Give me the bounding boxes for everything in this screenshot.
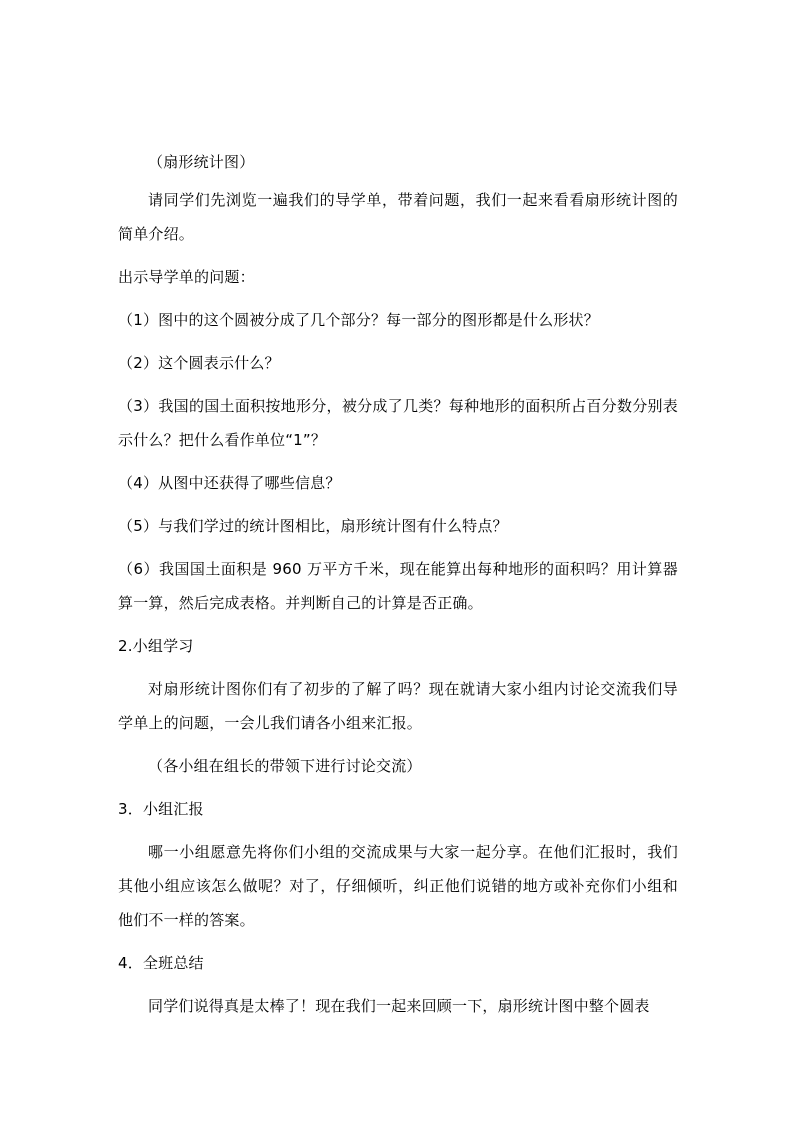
question-4: （4）从图中还获得了哪些信息？ [118,474,341,492]
paragraph-group-discussion-note: （各小组在组长的带领下进行讨论交流） [148,757,422,775]
paragraph-group-study: 对扇形统计图你们有了初步的了解了吗？现在就请大家小组内讨论交流我们导学单上的问题，一会儿我们请各小组来汇报。 [118,680,678,732]
heading-group-report: 3．小组汇报 [118,800,204,818]
paragraph-intro: 请同学们先浏览一遍我们的导学单，带着问题，我们一起来看看扇形统计图的简单介绍。 [118,191,678,243]
question-1: （1）图中的这个圆被分成了几个部分？每一部分的图形都是什么形状？ [118,311,599,329]
document-body [118,145,678,1023]
question-3: （3）我国的国土面积按地形分，被分成了几类？每种地形的面积所占百分数分别表示什么？把什么看作单位“1”？ [118,397,678,449]
paragraph-questions-heading: 出示导学单的问题： [118,268,255,286]
question-5: （5）与我们学过的统计图相比，扇形统计图有什么特点？ [118,517,508,535]
section-title-pie-chart: （扇形统计图） [148,153,255,171]
question-2: （2）这个圆表示什么？ [118,354,280,372]
heading-group-study: 2.小组学习 [118,637,194,655]
heading-class-summary: 4．全班总结 [118,954,204,972]
paragraph-class-summary: 同学们说得真是太棒了！现在我们一起来回顾一下，扇形统计图中整个圆表 [148,997,650,1015]
paragraph-group-report: 哪一小组愿意先将你们小组的交流成果与大家一起分享。在他们汇报时，我们其他小组应该怎么做呢？对了，仔细倾听，纠正他们说错的地方或补充你们小组和他们不一样的答案。 [118,843,678,929]
question-6: （6）我国国土面积是 960 万平方千米，现在能算出每种地形的面积吗？用计算器算一算，然后完成表格。并判断自己的计算是否正确。 [118,560,678,612]
